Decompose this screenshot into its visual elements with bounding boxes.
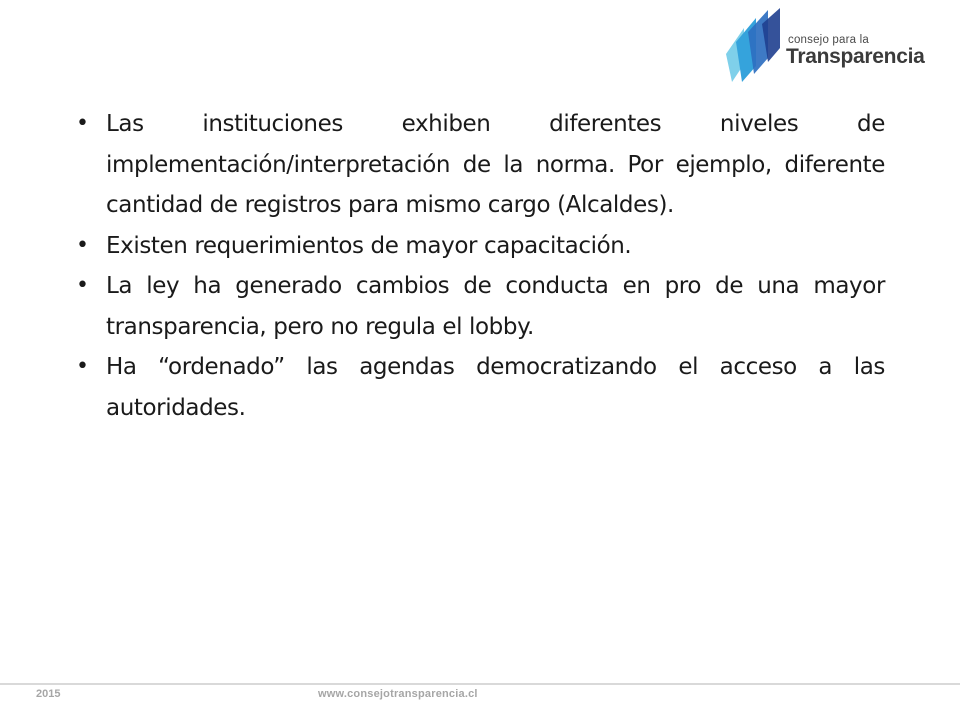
footer-year: 2015 [36,688,61,700]
bullet-icon: • [76,111,89,136]
logo-mark-icon [722,8,788,82]
footer-url[interactable]: www.consejotransparencia.cl [318,688,478,700]
bullet-icon: • [76,273,89,298]
bullet-item [70,226,885,267]
logo-title: Transparencia [786,45,925,68]
bullet-text: Ha “ordenado” las agendas democratizando el acceso a las autoridades. [106,354,885,421]
footer-divider [0,683,960,685]
bullet-icon: • [76,232,89,258]
logo [722,8,925,82]
bullet-text: La ley ha generado cambios de conducta en pro de una mayor transparencia, pero no regula el lobby. [106,273,885,340]
bullet-item [70,266,885,347]
bullet-text: Las instituciones exhiben diferentes niveles de implementación/interpretación de la norma. Por ejemplo, diferente cantidad de registros para mismo cargo (Alcaldes). [106,111,885,218]
bullet-item [70,104,885,226]
bullet-content [70,104,885,428]
bullet-text: Existen requerimientos de mayor capacitación. [106,232,632,259]
bullet-item [70,347,885,428]
bullet-list [70,104,885,428]
logo-subtitle: consejo para la [788,34,869,46]
bullet-icon: • [76,354,89,379]
